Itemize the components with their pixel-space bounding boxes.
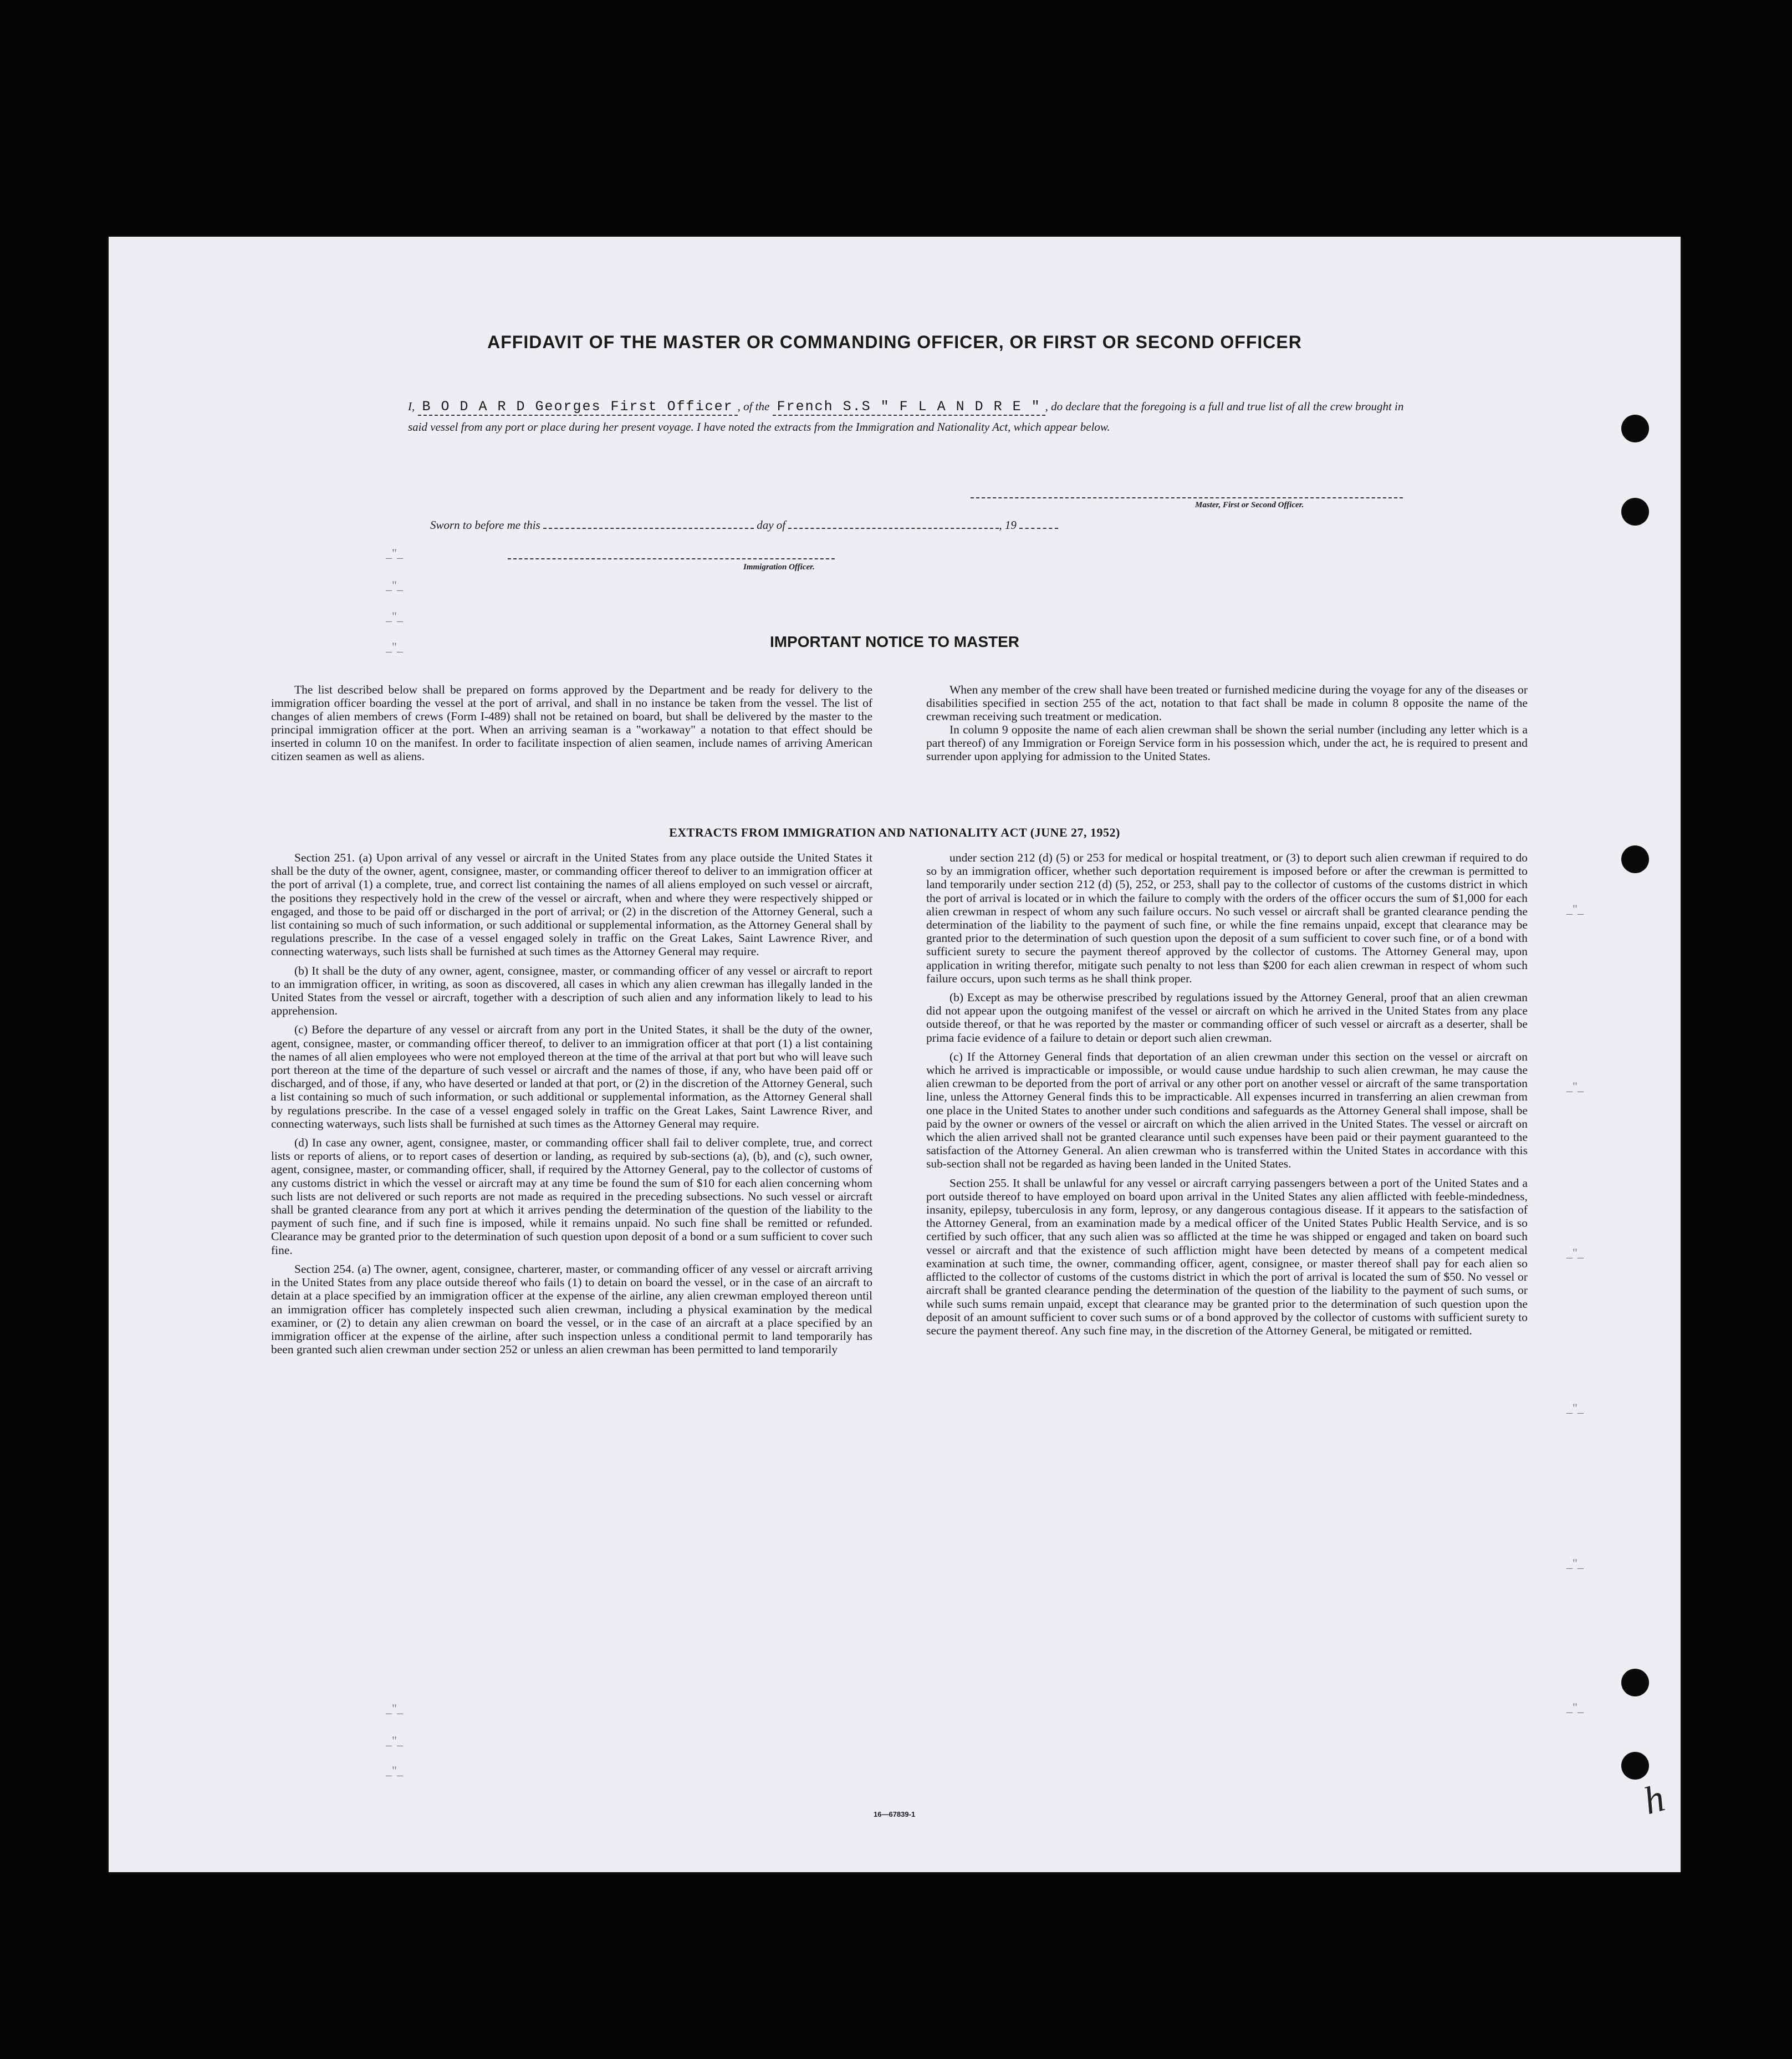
vessel-name-field: French S.S " F L A N D R E " xyxy=(773,399,1045,416)
ditto-mark: _"_ xyxy=(386,1701,403,1715)
punch-hole xyxy=(1621,1752,1649,1780)
ditto-mark: _"_ xyxy=(386,546,403,560)
affidavit-title: AFFIDAVIT OF THE MASTER OR COMMANDING OFFICER, OR FIRST OR SECOND OFFICER xyxy=(487,332,1302,352)
signature-caption: Master, First or Second Officer. xyxy=(1195,501,1304,509)
section-254b: (b) Except as may be otherwise prescribed by regulations issued by the Attorney General, proof that an alien crewman did not appear upon the outgoing manifest of the vessel or aircraft on which he arrived in the United States from any place outside thereof, or that he was reported by the master or commanding officer of such vessel or aircraft as a deserter, shall be prima facie evidence of a failure to detain or deport such alien crewman. xyxy=(926,991,1528,1044)
ditto-mark: _"_ xyxy=(386,609,403,623)
notice-title: IMPORTANT NOTICE TO MASTER xyxy=(769,633,1020,650)
punch-hole xyxy=(1621,415,1649,442)
ditto-mark: _"_ xyxy=(386,640,403,654)
section-254a-continued: under section 212 (d) (5) or 253 for medical or hospital treatment, or (3) to deport such alien crewman if required to do so by an immigration officer, whether such deportation requirement is imposed before or after the crewman is permitted to land temporarily under section 212 (d) (5), 252, or 253, shall pay to the collector of customs of the customs district in which the port of arrival is located or in which the failure to comply with the orders of the officer occurs the sum of $1,000 for each alien crewman in respect of whom any such failure occurs. No such vessel or aircraft shall be granted clearance pending the determination of the liability to the payment of such fine, or while the fine remains unpaid, except that clearance may be granted prior to the determination of such question upon the deposit of a sum sufficient to cover such fine, or of a bond with sufficient surety to secure the payment thereof approved by the collector of customs. The Attorney General may, upon application in writing therefor, mitigate such penalty to not less than $200 for each alien crewman in respect of whom such failure occurs, upon such terms as he shall think proper. xyxy=(926,851,1528,985)
ditto-mark: _"_ xyxy=(386,1764,403,1777)
notice-left-column xyxy=(271,683,872,763)
document-page xyxy=(109,237,1681,1872)
notice-right-paragraph-2: In column 9 opposite the name of each alien crewman shall be shown the serial number (including any letter which is a part thereof) of any Immigration or Foreign Service form in his possession which, under the act, he is required to present and surrender upon applying for admission to the United States. xyxy=(926,723,1528,763)
ditto-mark: _"_ xyxy=(1566,902,1584,916)
sworn-label: Sworn to before me this xyxy=(430,518,540,532)
ditto-mark: _"_ xyxy=(386,1734,403,1747)
extracts-right-column xyxy=(926,851,1528,1343)
declaration-prefix: I, xyxy=(408,400,415,413)
ditto-mark: _"_ xyxy=(386,578,403,592)
section-251d: (d) In case any owner, agent, consignee, master, or commanding officer shall fail to deliver complete, true, and correct lists or reports of aliens, or to report cases of desertion or landing, as required by sub-sections (a), (b), and (c), such owner, agent, consignee, master, or commanding officer, shall, if required by the Attorney General, pay to the collector of customs of any customs district in which the vessel or aircraft may at any time be found the sum of $10 for each alien concerning whom such lists are not delivered or such reports are not made as required in the preceding subsections. No such vessel or aircraft shall be granted clearance from any port at which it arrives pending the determination of the question of the liability to the payment of such fine, and if such fine is imposed, while it remains unpaid. No such fine shall be remitted or refunded. Clearance may be granted prior to the determination of such question upon deposit of a bond or a sum sufficient to cover such fine. xyxy=(271,1136,872,1257)
section-255: Section 255. It shall be unlawful for any vessel or aircraft carrying passengers between a port of the United States and a port outside thereof to have employed on board upon arrival in the United States any alien afflicted with feeble-mindedness, insanity, epilepsy, tuberculosis in any form, leprosy, or any dangerous contagious disease. If it appears to the satisfaction of the Attorney General, from an examination made by a medical officer of the United States Public Health Service, and is so certified by such officer, that any such alien was so afflicted at the time he was shipped or engaged and taken on board such vessel or aircraft and that the existence of such affliction might have been detected by means of a competent medical examination at such time, the owner, commanding officer, agent, consignee, or master thereof shall pay for each alien so afflicted to the collector of customs of the customs district in which the port of arrival is located the sum of $50. No vessel or aircraft shall be granted clearance pending the determination of the question of the liability to the payment of such sums, or while such sums remain unpaid, except that clearance may be granted prior to the determination of such question upon the deposit of an amount sufficient to cover such sums or of a bond approved by the collector of customs with sufficient surety to secure the payment thereof. Any such fine may, in the discretion of the Attorney General, be mitigated or remitted. xyxy=(926,1176,1528,1337)
sworn-year: , 19 xyxy=(999,518,1017,532)
officer-name-field: B O D A R D Georges First Officer xyxy=(418,399,738,416)
extracts-title: EXTRACTS FROM IMMIGRATION AND NATIONALITY ACT (JUNE 27, 1952) xyxy=(669,825,1120,839)
form-number: 16—67839-1 xyxy=(874,1810,916,1818)
punch-hole xyxy=(1621,1669,1649,1696)
section-251a: Section 251. (a) Upon arrival of any vessel or aircraft in the United States from any place outside the United States it shall be the duty of the owner, agent, consignee, master, or commanding officer thereof to deliver to an immigration officer at the port of arrival (1) a complete, true, and correct list containing the names of all aliens employed on such vessel or aircraft, the positions they respectively hold in the crew of the vessel or aircraft, when and where they were respectively shipped or engaged, and those to be paid off or discharged in the port of arrival; or (2) in the discretion of the Attorney General, such a list containing so much of such information, or such additional or supplemental information, as the Attorney General shall by regulations prescribe. In the case of a vessel engaged solely in traffic on the Great Lakes, Saint Lawrence River, and connecting waterways, such lists shall be furnished at such times as the Attorney General may require. xyxy=(271,851,872,959)
notice-right-paragraph-1: When any member of the crew shall have been treated or furnished medicine during the voyage for any of the diseases or disabilities specified in section 255 of the act, notation to that fact shall be made in column 8 opposite the name of the crewman receiving such treatment or medication. xyxy=(926,683,1528,723)
declaration-text: that the foregoing is a full and true list of all the crew brought in said vessel from any port or place during her present voyage. I have noted the extracts from the Immigration and Nationality Act, which appear below. xyxy=(408,400,1404,434)
sworn-line xyxy=(430,518,1058,532)
declaration xyxy=(408,396,1422,437)
ditto-mark: _"_ xyxy=(1566,1401,1584,1415)
sworn-day-of: day of xyxy=(757,518,786,532)
notice-left-paragraph: The list described below shall be prepared on forms approved by the Department and be ready for delivery to the immigration officer boarding the vessel at the port of arrival, and shall in no instance be taken from the vessel. The list of changes of alien members of crews (Form I-489) shall not be retained on board, but shall be delivered by the master to the principal immigration officer at the port. When an arriving seaman is a "workaway" a notation to that effect should be inserted in column 10 on the manifest. In order to facilitate inspection of alien seamen, include names of arriving American citizen seamen as well as aliens. xyxy=(271,683,872,763)
section-254a: Section 254. (a) The owner, agent, consignee, charterer, master, or commanding officer of any vessel or aircraft arriving in the United States from any place outside thereof who fails (1) to detain on board the vessel, or in the case of an aircraft to detain at a place specified by an immigration officer at the expense of the airline, any alien crewman employed thereon until an immigration officer has completely inspected such alien crewman, including a physical examination by the medical examiner, or (2) to detain any alien crewman on board the vessel, or in the case of an aircraft at a place specified by an immigration officer at the expense of the airline, after such inspection unless a conditional permit to land temporarily has been granted such alien crewman under section 252 or unless an alien crewman has been permitted to land temporarily xyxy=(271,1262,872,1357)
extracts-left-column xyxy=(271,851,872,1362)
punch-hole xyxy=(1621,498,1649,526)
immigration-officer-caption: Immigration Officer. xyxy=(743,563,815,572)
sworn-month-blank xyxy=(788,528,999,529)
immigration-officer-line xyxy=(508,558,835,559)
section-254c: (c) If the Attorney General finds that deportation of an alien crewman under this section on the vessel or aircraft on which he arrived is impracticable or impossible, or would cause undue hardship to such alien crewman, he may cause the alien crewman to be deported from the port of arrival or any other port on another vessel or aircraft of the same transportation line, unless the Attorney General finds this to be impracticable. All expenses incurred in transferring an alien crewman from one place in the United States to another under such conditions and safeguards as the Attorney General shall impose, shall be paid by the owner or owners of the vessel or aircraft on which the alien arrived in the United States. The vessel or aircraft on which the alien arrived shall not be granted clearance until such expenses have been paid or their payment guaranteed to the satisfaction of the Attorney General. An alien crewman who is transferred within the United States in accordance with this sub-section shall not be regarded as having been landed in the United States. xyxy=(926,1049,1528,1171)
ditto-mark: _"_ xyxy=(1566,1079,1584,1093)
ditto-mark: _"_ xyxy=(1566,1246,1584,1260)
punch-hole xyxy=(1621,845,1649,873)
signature-line xyxy=(971,497,1403,498)
ditto-mark: _"_ xyxy=(1566,1700,1584,1714)
sworn-day-blank xyxy=(543,528,754,529)
section-251b: (b) It shall be the duty of any owner, agent, consignee, master, or commanding officer of any vessel or aircraft to report to an immigration officer, in writing, as soon as discovered, all cases in which any alien crewman has illegally landed in the United States from the vessel or aircraft, together with a description of such alien and any information likely to lead to his apprehension. xyxy=(271,964,872,1018)
sworn-year-blank xyxy=(1019,528,1058,529)
ditto-mark: _"_ xyxy=(1566,1556,1584,1570)
margin-handwritten-mark: h xyxy=(1639,1776,1670,1823)
section-251c: (c) Before the departure of any vessel or aircraft from any port in the United States, it shall be the duty of the owner, agent, consignee, master, or commanding officer thereof, to deliver to an immigration officer at that port (1) a list containing the names of all alien employees who were not employed thereon at the time of the arrival at that port but who will leave such port thereon at the time of the departure of such vessel or aircraft and the names of those, if any, who have been paid off or discharged, and of those, if any, who have deserted or landed at that port, or (2) in the discretion of the Attorney General, such a list containing so much of such information, or such additional or supplemental information, as the Attorney General shall by regulations prescribe. In the case of a vessel engaged solely in traffic on the Great Lakes, Saint Lawrence River, and connecting waterways, such lists shall be furnished at such times as the Attorney General may require. xyxy=(271,1023,872,1130)
declaration-do-declare: , do declare xyxy=(1045,400,1100,413)
declaration-of-the: , of the xyxy=(737,400,770,413)
notice-right-column xyxy=(926,683,1528,763)
